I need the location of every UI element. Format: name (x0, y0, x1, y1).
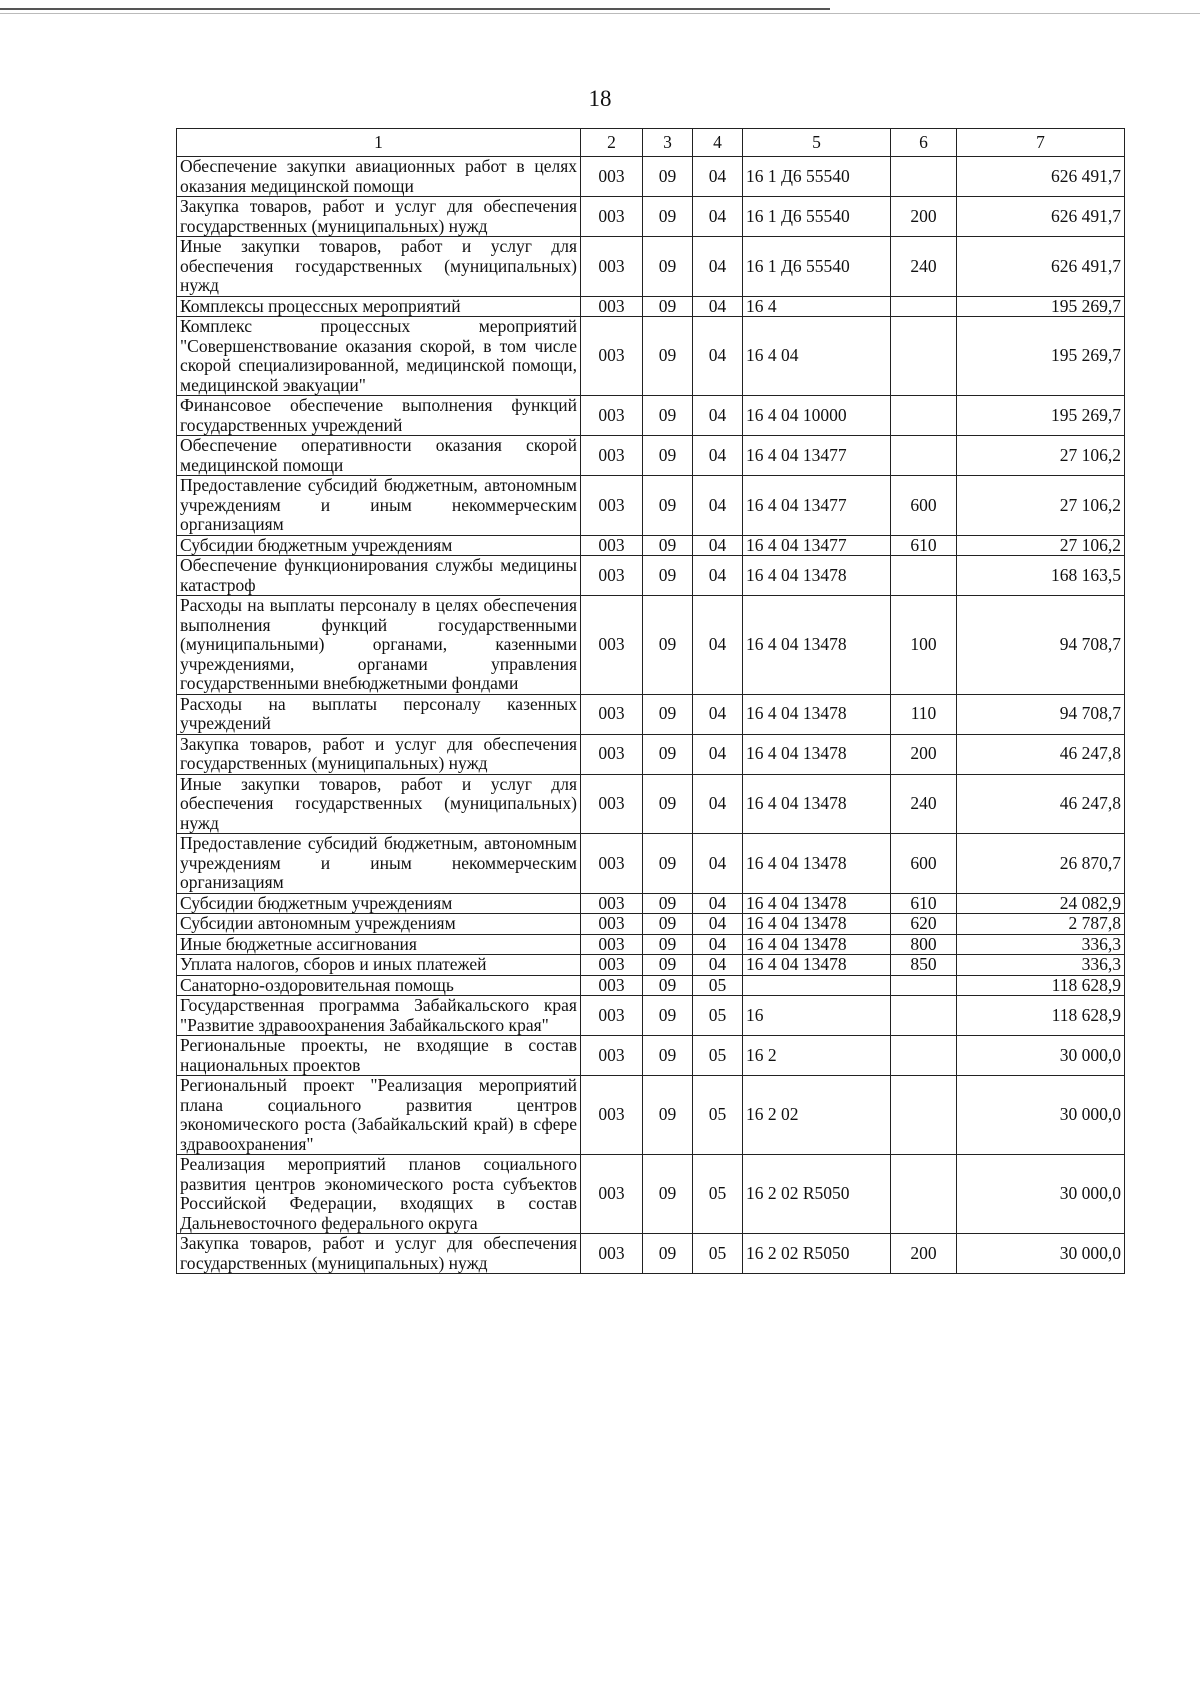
row-expense-type: 600 (891, 476, 957, 536)
row-expense-type (891, 556, 957, 596)
row-grbs-code: 003 (581, 996, 643, 1036)
row-grbs-code: 003 (581, 197, 643, 237)
row-target-article: 16 4 04 13477 (743, 436, 891, 476)
row-target-article: 16 4 04 13477 (743, 535, 891, 556)
row-subsection-code: 05 (693, 996, 743, 1036)
row-name: Комплексы процессных мероприятий (177, 296, 581, 317)
row-expense-type: 240 (891, 237, 957, 297)
row-name: Субсидии бюджетным учреждениям (177, 893, 581, 914)
row-section-code: 09 (643, 734, 693, 774)
row-subsection-code: 04 (693, 834, 743, 894)
row-subsection-code: 04 (693, 157, 743, 197)
row-section-code: 09 (643, 1076, 693, 1155)
row-expense-type: 610 (891, 893, 957, 914)
row-amount: 26 870,7 (957, 834, 1125, 894)
row-name: Обеспечение функционирования службы медицины катастроф (177, 556, 581, 596)
row-target-article: 16 4 04 13478 (743, 834, 891, 894)
row-section-code: 09 (643, 975, 693, 996)
row-grbs-code: 003 (581, 436, 643, 476)
row-name: Субсидии бюджетным учреждениям (177, 535, 581, 556)
row-target-article (743, 975, 891, 996)
row-amount: 336,3 (957, 955, 1125, 976)
row-expense-type (891, 975, 957, 996)
row-subsection-code: 05 (693, 1076, 743, 1155)
table-row (177, 436, 1125, 476)
row-amount: 336,3 (957, 934, 1125, 955)
row-grbs-code: 003 (581, 694, 643, 734)
row-name: Реализация мероприятий планов социального развития центров экономического роста субъектов Российской Федерации, входящих в состав Дальневосточного федерального округа (177, 1155, 581, 1234)
row-grbs-code: 003 (581, 1155, 643, 1234)
row-expense-type: 600 (891, 834, 957, 894)
row-grbs-code: 003 (581, 934, 643, 955)
row-target-article: 16 1 Д6 55540 (743, 157, 891, 197)
page-number: 18 (588, 86, 612, 111)
row-section-code: 09 (643, 197, 693, 237)
row-expense-type: 850 (891, 955, 957, 976)
row-target-article: 16 4 04 13478 (743, 955, 891, 976)
row-subsection-code: 04 (693, 317, 743, 396)
row-name: Иные бюджетные ассигнования (177, 934, 581, 955)
row-subsection-code: 05 (693, 1036, 743, 1076)
row-target-article: 16 4 04 13478 (743, 914, 891, 935)
row-amount: 195 269,7 (957, 296, 1125, 317)
row-target-article: 16 1 Д6 55540 (743, 237, 891, 297)
row-grbs-code: 003 (581, 774, 643, 834)
scan-top-rule (0, 8, 830, 10)
row-name: Уплата налогов, сборов и иных платежей (177, 955, 581, 976)
row-name: Санаторно-оздоровительная помощь (177, 975, 581, 996)
row-name: Субсидии автономным учреждениям (177, 914, 581, 935)
table-row (177, 694, 1125, 734)
row-grbs-code: 003 (581, 955, 643, 976)
table-row (177, 556, 1125, 596)
row-grbs-code: 003 (581, 476, 643, 536)
row-section-code: 09 (643, 893, 693, 914)
table-row (177, 774, 1125, 834)
table-row (177, 1036, 1125, 1076)
row-section-code: 09 (643, 556, 693, 596)
row-expense-type: 800 (891, 934, 957, 955)
row-expense-type: 610 (891, 535, 957, 556)
row-amount: 195 269,7 (957, 317, 1125, 396)
row-target-article: 16 4 04 13478 (743, 774, 891, 834)
row-expense-type (891, 396, 957, 436)
table-row (177, 914, 1125, 935)
row-name: Закупка товаров, работ и услуг для обеспечения государственных (муниципальных) нужд (177, 1234, 581, 1274)
table-row (177, 1155, 1125, 1234)
row-name: Расходы на выплаты персоналу казенных учреждений (177, 694, 581, 734)
row-expense-type: 200 (891, 197, 957, 237)
row-grbs-code: 003 (581, 556, 643, 596)
row-name: Региональные проекты, не входящие в состав национальных проектов (177, 1036, 581, 1076)
row-grbs-code: 003 (581, 914, 643, 935)
row-expense-type (891, 1036, 957, 1076)
row-subsection-code: 04 (693, 694, 743, 734)
row-expense-type (891, 1155, 957, 1234)
row-name: Иные закупки товаров, работ и услуг для обеспечения государственных (муниципальных) нужд (177, 237, 581, 297)
row-amount: 94 708,7 (957, 694, 1125, 734)
row-subsection-code: 04 (693, 934, 743, 955)
row-section-code: 09 (643, 834, 693, 894)
row-section-code: 09 (643, 476, 693, 536)
row-name: Закупка товаров, работ и услуг для обеспечения государственных (муниципальных) нужд (177, 734, 581, 774)
row-grbs-code: 003 (581, 157, 643, 197)
col-header-target-article: 5 (743, 129, 891, 157)
row-target-article: 16 4 (743, 296, 891, 317)
row-amount: 626 491,7 (957, 157, 1125, 197)
row-expense-type: 110 (891, 694, 957, 734)
row-name: Государственная программа Забайкальского края "Развитие здравоохранения Забайкальского края" (177, 996, 581, 1036)
row-subsection-code: 04 (693, 734, 743, 774)
table-row (177, 975, 1125, 996)
col-header-subsection: 4 (693, 129, 743, 157)
row-amount: 626 491,7 (957, 237, 1125, 297)
row-target-article: 16 4 04 13478 (743, 893, 891, 914)
row-target-article: 16 4 04 10000 (743, 396, 891, 436)
row-grbs-code: 003 (581, 535, 643, 556)
row-name: Обеспечение закупки авиационных работ в целях оказания медицинской помощи (177, 157, 581, 197)
row-expense-type: 200 (891, 1234, 957, 1274)
table-row (177, 955, 1125, 976)
row-name: Предоставление субсидий бюджетным, автономным учреждениям и иным некоммерческим организациям (177, 476, 581, 536)
row-subsection-code: 04 (693, 476, 743, 536)
row-section-code: 09 (643, 296, 693, 317)
table-row (177, 157, 1125, 197)
row-subsection-code: 05 (693, 1155, 743, 1234)
row-subsection-code: 04 (693, 396, 743, 436)
table-row (177, 934, 1125, 955)
row-subsection-code: 04 (693, 436, 743, 476)
table-row (177, 1076, 1125, 1155)
col-header-expense-type: 6 (891, 129, 957, 157)
table-row (177, 734, 1125, 774)
row-amount: 2 787,8 (957, 914, 1125, 935)
row-grbs-code: 003 (581, 893, 643, 914)
row-subsection-code: 04 (693, 955, 743, 976)
row-grbs-code: 003 (581, 317, 643, 396)
row-section-code: 09 (643, 934, 693, 955)
row-amount: 30 000,0 (957, 1155, 1125, 1234)
row-name: Расходы на выплаты персоналу в целях обеспечения выполнения функций государственными (муниципальными) органами, казенными учреждениями, органами управления государственными внебюджетными фондами (177, 596, 581, 695)
col-header-amount: 7 (957, 129, 1125, 157)
row-grbs-code: 003 (581, 296, 643, 317)
row-grbs-code: 003 (581, 1234, 643, 1274)
row-target-article: 16 2 02 (743, 1076, 891, 1155)
row-amount: 27 106,2 (957, 436, 1125, 476)
table-row (177, 296, 1125, 317)
row-amount: 118 628,9 (957, 996, 1125, 1036)
row-subsection-code: 04 (693, 556, 743, 596)
row-amount: 46 247,8 (957, 774, 1125, 834)
row-target-article: 16 2 02 R5050 (743, 1234, 891, 1274)
table-body (177, 157, 1125, 1274)
row-section-code: 09 (643, 1234, 693, 1274)
row-name: Комплекс процессных мероприятий "Совершенствование оказания скорой, в том числе скорой специализированной, медицинской помощи, медицинской эвакуации" (177, 317, 581, 396)
row-grbs-code: 003 (581, 596, 643, 695)
row-amount: 46 247,8 (957, 734, 1125, 774)
table-row (177, 237, 1125, 297)
row-subsection-code: 04 (693, 596, 743, 695)
col-header-section: 3 (643, 129, 693, 157)
row-subsection-code: 04 (693, 535, 743, 556)
row-amount: 27 106,2 (957, 535, 1125, 556)
row-section-code: 09 (643, 955, 693, 976)
row-grbs-code: 003 (581, 1036, 643, 1076)
row-section-code: 09 (643, 396, 693, 436)
row-grbs-code: 003 (581, 237, 643, 297)
row-name: Иные закупки товаров, работ и услуг для обеспечения государственных (муниципальных) нужд (177, 774, 581, 834)
row-amount: 27 106,2 (957, 476, 1125, 536)
row-subsection-code: 05 (693, 975, 743, 996)
row-grbs-code: 003 (581, 1076, 643, 1155)
table-row (177, 996, 1125, 1036)
row-target-article: 16 4 04 13478 (743, 556, 891, 596)
row-target-article: 16 4 04 (743, 317, 891, 396)
table-row (177, 396, 1125, 436)
row-target-article: 16 2 (743, 1036, 891, 1076)
table-row (177, 893, 1125, 914)
header-row (177, 129, 1125, 157)
col-header-name: 1 (177, 129, 581, 157)
row-section-code: 09 (643, 1036, 693, 1076)
row-expense-type (891, 317, 957, 396)
row-amount: 94 708,7 (957, 596, 1125, 695)
row-target-article: 16 4 04 13478 (743, 694, 891, 734)
row-expense-type: 200 (891, 734, 957, 774)
row-expense-type (891, 436, 957, 476)
row-grbs-code: 003 (581, 396, 643, 436)
table-row (177, 834, 1125, 894)
row-subsection-code: 04 (693, 893, 743, 914)
table-row (177, 197, 1125, 237)
row-grbs-code: 003 (581, 734, 643, 774)
row-name: Закупка товаров, работ и услуг для обеспечения государственных (муниципальных) нужд (177, 197, 581, 237)
table-row (177, 1234, 1125, 1274)
row-amount: 118 628,9 (957, 975, 1125, 996)
row-target-article: 16 1 Д6 55540 (743, 197, 891, 237)
row-amount: 30 000,0 (957, 1036, 1125, 1076)
row-amount: 30 000,0 (957, 1076, 1125, 1155)
row-subsection-code: 04 (693, 296, 743, 317)
table-row (177, 476, 1125, 536)
row-subsection-code: 05 (693, 1234, 743, 1274)
table-row (177, 596, 1125, 695)
budget-table (176, 128, 1125, 1274)
row-section-code: 09 (643, 436, 693, 476)
row-subsection-code: 04 (693, 774, 743, 834)
row-expense-type (891, 1076, 957, 1155)
row-target-article: 16 (743, 996, 891, 1036)
row-section-code: 09 (643, 914, 693, 935)
row-section-code: 09 (643, 774, 693, 834)
row-expense-type (891, 996, 957, 1036)
col-header-grbs: 2 (581, 129, 643, 157)
row-section-code: 09 (643, 996, 693, 1036)
row-amount: 24 082,9 (957, 893, 1125, 914)
row-name: Региональный проект "Реализация мероприятий плана социального развития центров экономического роста (Забайкальский край) в сфере здравоохранения" (177, 1076, 581, 1155)
row-section-code: 09 (643, 157, 693, 197)
row-target-article: 16 4 04 13478 (743, 596, 891, 695)
row-grbs-code: 003 (581, 834, 643, 894)
scan-top-rule-faint (0, 13, 1200, 14)
row-section-code: 09 (643, 317, 693, 396)
row-subsection-code: 04 (693, 237, 743, 297)
row-target-article: 16 4 04 13478 (743, 734, 891, 774)
row-expense-type: 620 (891, 914, 957, 935)
row-expense-type (891, 157, 957, 197)
row-subsection-code: 04 (693, 914, 743, 935)
row-target-article: 16 2 02 R5050 (743, 1155, 891, 1234)
row-target-article: 16 4 04 13477 (743, 476, 891, 536)
table-row (177, 317, 1125, 396)
row-subsection-code: 04 (693, 197, 743, 237)
row-amount: 626 491,7 (957, 197, 1125, 237)
row-grbs-code: 003 (581, 975, 643, 996)
row-target-article: 16 4 04 13478 (743, 934, 891, 955)
row-amount: 30 000,0 (957, 1234, 1125, 1274)
row-section-code: 09 (643, 1155, 693, 1234)
row-section-code: 09 (643, 694, 693, 734)
row-expense-type: 100 (891, 596, 957, 695)
table-row (177, 535, 1125, 556)
row-expense-type (891, 296, 957, 317)
row-amount: 195 269,7 (957, 396, 1125, 436)
row-name: Финансовое обеспечение выполнения функций государственных учреждений (177, 396, 581, 436)
row-section-code: 09 (643, 237, 693, 297)
row-section-code: 09 (643, 596, 693, 695)
row-amount: 168 163,5 (957, 556, 1125, 596)
row-section-code: 09 (643, 535, 693, 556)
row-name: Обеспечение оперативности оказания скорой медицинской помощи (177, 436, 581, 476)
row-expense-type: 240 (891, 774, 957, 834)
row-name: Предоставление субсидий бюджетным, автономным учреждениям и иным некоммерческим организациям (177, 834, 581, 894)
